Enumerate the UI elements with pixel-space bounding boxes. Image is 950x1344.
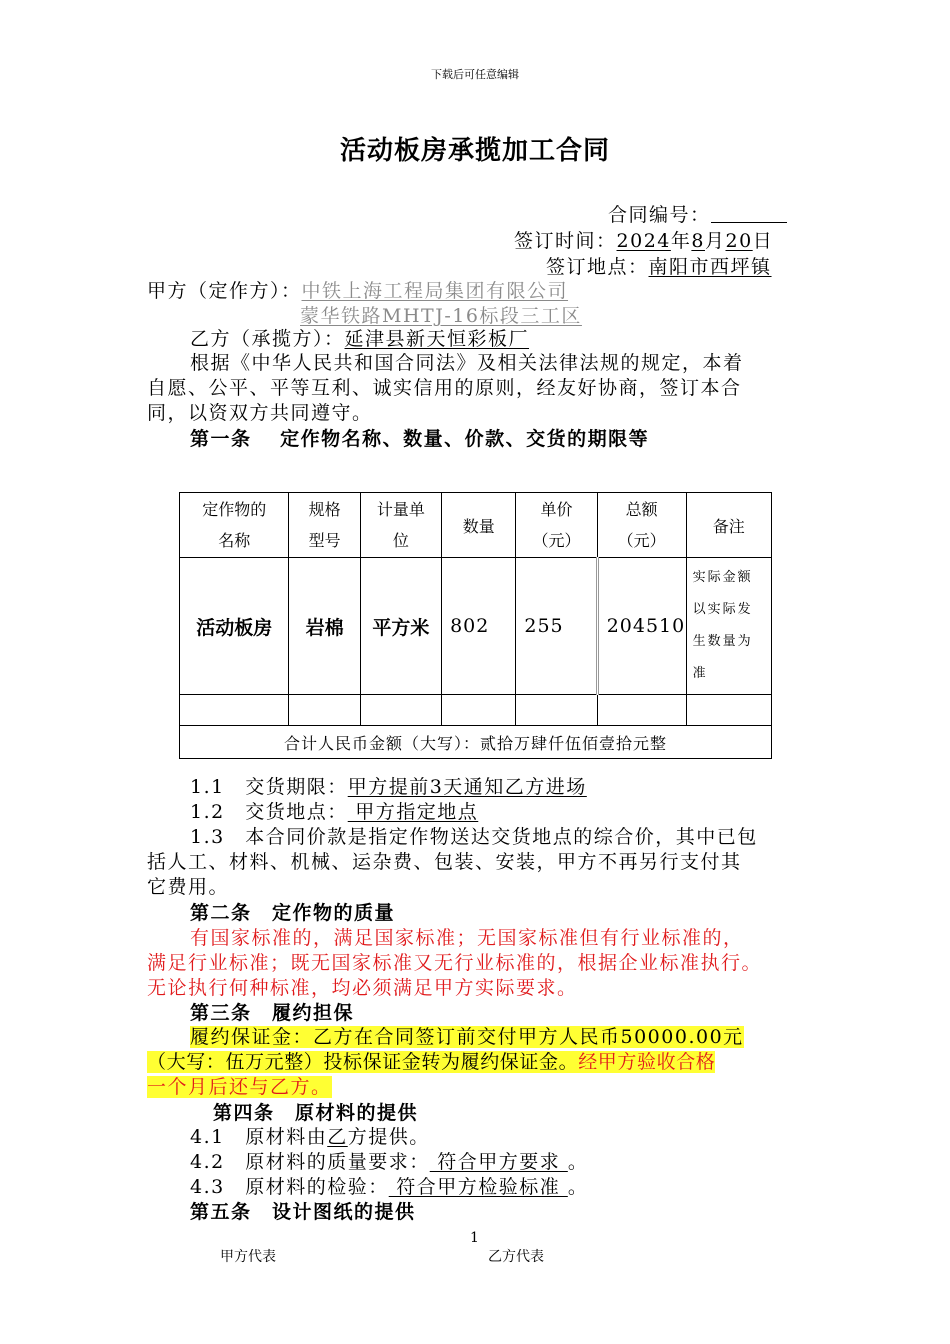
article3-line2-black: （大写：伍万元整）投标保证金转为履约保证金。 bbox=[147, 1051, 579, 1073]
sign-month: 8 bbox=[691, 230, 705, 252]
clause-1-2-label: 1.2 交货地点： bbox=[190, 801, 348, 823]
clause-4-2: 4.2 原材料的质量要求： 符合甲方要求 。 bbox=[190, 1151, 589, 1173]
table-header-row bbox=[180, 493, 772, 558]
party-b-label: 乙方（承揽方）： bbox=[190, 328, 345, 350]
clause-4-2-value: 符合甲方要求 bbox=[429, 1151, 568, 1173]
document-title: 活动板房承揽加工合同 bbox=[339, 136, 610, 166]
intro-line1: 根据《中华人民共和国合同法》及相关法律法规的规定，本着 bbox=[190, 352, 744, 374]
article3-line3: 一个月后还与乙方。 bbox=[147, 1076, 332, 1098]
party-a-name-line1: 中铁上海工程局集团有限公司 bbox=[301, 280, 569, 302]
sign-place-label: 签订地点： bbox=[546, 256, 649, 278]
table-row bbox=[180, 558, 772, 695]
cell-total: 204510 bbox=[597, 558, 686, 695]
article5-title: 第五条 设计图纸的提供 bbox=[190, 1201, 416, 1223]
table-empty-row bbox=[180, 695, 772, 726]
clause-1-1-value: 甲方提前3天通知乙方进场 bbox=[347, 776, 587, 798]
article3-title: 第三条 履约担保 bbox=[190, 1002, 355, 1024]
clause-4-1-value: 乙 bbox=[327, 1126, 348, 1148]
party-a-representative: 甲方代表 bbox=[220, 1249, 276, 1265]
article2-line3: 无论执行何种标准，均必须满足甲方实际要求。 bbox=[147, 977, 578, 999]
cell-total-amount: 合计人民币金额（大写）：贰拾万肆仟伍佰壹拾元整 bbox=[180, 726, 772, 759]
sign-place-row bbox=[546, 252, 772, 279]
article3-line2-red: 经甲方验收合格 bbox=[578, 1051, 716, 1073]
contract-number-blank bbox=[711, 204, 787, 223]
clause-1-1 bbox=[190, 772, 818, 799]
article2-line1: 有国家标准的，满足国家标准；无国家标准但有行业标准的， bbox=[190, 927, 744, 949]
sign-time-row bbox=[514, 226, 773, 253]
party-b-name: 延津县新天恒彩板厂 bbox=[344, 328, 530, 350]
party-b-representative: 乙方代表 bbox=[488, 1249, 544, 1265]
sign-time-label: 签订时间： bbox=[514, 230, 617, 252]
article4-title: 第四条 原材料的提供 bbox=[213, 1102, 419, 1124]
article2-title: 第二条 定作物的质量 bbox=[190, 902, 396, 924]
year-char: 年 bbox=[670, 230, 692, 252]
sign-day: 20 bbox=[725, 230, 753, 252]
clause-4-3: 4.3 原材料的检验： 符合甲方检验标准 。 bbox=[190, 1176, 589, 1198]
article1-title: 第一条 定作物名称、数量、价款、交货的期限等 bbox=[190, 428, 650, 450]
header-note: 备注 bbox=[686, 493, 771, 558]
day-char: 日 bbox=[752, 230, 774, 252]
page-number: 1 bbox=[470, 1230, 479, 1246]
article3-line1-row bbox=[190, 1022, 744, 1049]
page-header: 下载后可任意编辑 bbox=[431, 68, 519, 81]
sign-place: 南阳市西坪镇 bbox=[648, 256, 772, 278]
cell-price: 255 bbox=[516, 558, 597, 695]
clause-1-3-line3: 它费用。 bbox=[147, 876, 230, 898]
header-price: 单价 （元） bbox=[516, 493, 597, 558]
contract-number-row bbox=[608, 200, 787, 227]
clause-1-2 bbox=[190, 797, 478, 824]
party-a-row bbox=[147, 276, 584, 303]
article3-line1: 履约保证金：乙方在合同签订前交付甲方人民币50000.00元 bbox=[190, 1026, 744, 1048]
party-a-name-line2: 蒙华铁路MHTJ-16标段三工区 bbox=[300, 305, 582, 327]
article2-line2: 满足行业标准；既无国家标准又无行业标准的，根据企业标准执行。 bbox=[147, 952, 763, 974]
cell-qty: 802 bbox=[442, 558, 516, 695]
article3-line3-row bbox=[147, 1072, 332, 1099]
table-total-row bbox=[180, 726, 772, 759]
article3-line2-row bbox=[147, 1047, 715, 1074]
month-char: 月 bbox=[704, 230, 726, 252]
cell-unit: 平方米 bbox=[360, 558, 441, 695]
cell-spec: 岩棉 bbox=[289, 558, 360, 695]
clause-1-2-value: 甲方指定地点 bbox=[347, 801, 479, 823]
sign-year: 2024 bbox=[616, 230, 671, 252]
clause-1-3-line1: 1.3 本合同价款是指定作物送达交货地点的综合价，其中已包 bbox=[190, 826, 758, 848]
clause-4-1: 4.1 原材料由乙方提供。 bbox=[190, 1126, 430, 1148]
header-total: 总额 （元） bbox=[597, 493, 686, 558]
header-unit: 计量单 位 bbox=[360, 493, 441, 558]
header-qty: 数量 bbox=[442, 493, 516, 558]
contract-number-label: 合同编号： bbox=[608, 204, 711, 226]
cell-name: 活动板房 bbox=[180, 558, 289, 695]
intro-line2: 自愿、公平、平等互利、诚实信用的原则，经友好协商，签订本合 bbox=[147, 377, 742, 399]
clause-1-3-line2: 括人工、材料、机械、运杂费、包装、安装，甲方不再另行支付其 bbox=[147, 851, 742, 873]
intro-line3: 同，以资双方共同遵守。 bbox=[147, 402, 373, 424]
header-name: 定作物的 名称 bbox=[180, 493, 289, 558]
items-table bbox=[179, 492, 772, 759]
clause-4-3-value: 符合甲方检验标准 bbox=[388, 1176, 568, 1198]
party-b-row bbox=[190, 324, 529, 351]
clause-1-1-label: 1.1 交货期限： bbox=[190, 776, 348, 798]
header-spec: 规格 型号 bbox=[289, 493, 360, 558]
party-a-label: 甲方（定作方）： bbox=[147, 280, 302, 302]
cell-note: 实际金额以实际发生数量为准 bbox=[686, 558, 771, 695]
